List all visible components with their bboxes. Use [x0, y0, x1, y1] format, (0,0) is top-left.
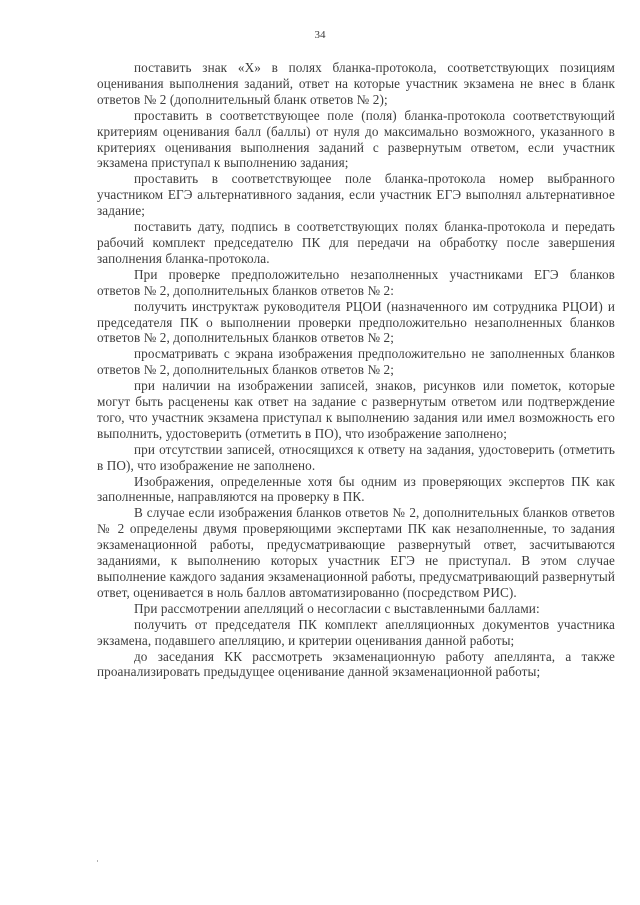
paragraph: В случае если изображения бланков ответов № 2, дополнительных бланков ответов № 2 определены двумя проверяющими экспертами ПК как незаполненные, то задания экзаменационной работы, предусматривающие развернутый ответ, засчитываются заданиями, к выполнению которых участник ЕГЭ не приступал. В этом случае выполнение каждого задания экзаменационной работы, предусматривающий развернутый ответ, оценивается в ноль баллов автоматизированно (посредством РИС).: [97, 505, 615, 600]
paragraph: при наличии на изображении записей, знаков, рисунков или пометок, которые могут быть расценены как ответ на задание с развернутым ответом или подтверждение того, что участник экзамена приступал к выполнению задания или имел возможность его выполнить, удостоверить (отметить в ПО), что изображение заполнено;: [97, 378, 615, 441]
paragraph: При проверке предположительно незаполненных участниками ЕГЭ бланков ответов № 2, дополнительных бланков ответов № 2:: [97, 266, 615, 298]
paragraph: Изображения, определенные хотя бы одним из проверяющих экспертов ПК как заполненные, направляются на проверку в ПК.: [97, 473, 615, 505]
paragraph: получить инструктаж руководителя РЦОИ (назначенного им сотрудника РЦОИ) и председателя ПК о выполнении проверки предположительно незаполненных бланков ответов № 2, дополнительных бланков ответов № 2;: [97, 298, 615, 346]
scan-speck: [97, 860, 98, 862]
paragraph: проставить в соответствующее поле (поля) бланка-протокола соответствующий критериям оценивания балл (баллы) от нуля до максимально возможного, указанного в критериях оценивания выполнения заданий с развернутым ответом, если участник экзамена приступал к выполнению задания;: [97, 107, 615, 171]
paragraph: при отсутствии записей, относящихся к ответу на задания, удостоверить (отметить в ПО), что изображение не заполнено.: [97, 441, 615, 473]
paragraph: получить от председателя ПК комплект апелляционных документов участника экзамена, подавшего апелляцию, и критерии оценивания данной работы;: [97, 616, 615, 648]
document-body: [97, 60, 615, 680]
paragraph: поставить знак «Х» в полях бланка-протокола, соответствующих позициям оценивания выполнения заданий, ответ на которые участник экзамена не внес в бланк ответов № 2 (дополнительный бланк ответов № 2);: [97, 60, 615, 107]
page-number: 34: [314, 29, 326, 41]
paragraph: до заседания КК рассмотреть экзаменационную работу апеллянта, а также проанализировать предыдущее оценивание данной экзаменационной работы;: [97, 648, 615, 680]
paragraph: просматривать с экрана изображения предположительно не заполненных бланков ответов № 2, дополнительных бланков ответов № 2;: [97, 346, 615, 378]
paragraph: проставить в соответствующее поле бланка-протокола номер выбранного участником ЕГЭ альтернативного задания, если участник ЕГЭ выполнял альтернативное задание;: [97, 171, 615, 219]
paragraph: поставить дату, подпись в соответствующих полях бланка-протокола и передать рабочий комплект председателю ПК для передачи на обработку после завершения заполнения бланка-протокола.: [97, 219, 615, 266]
paragraph: При рассмотрении апелляций о несогласии с выставленными баллами:: [134, 600, 540, 616]
